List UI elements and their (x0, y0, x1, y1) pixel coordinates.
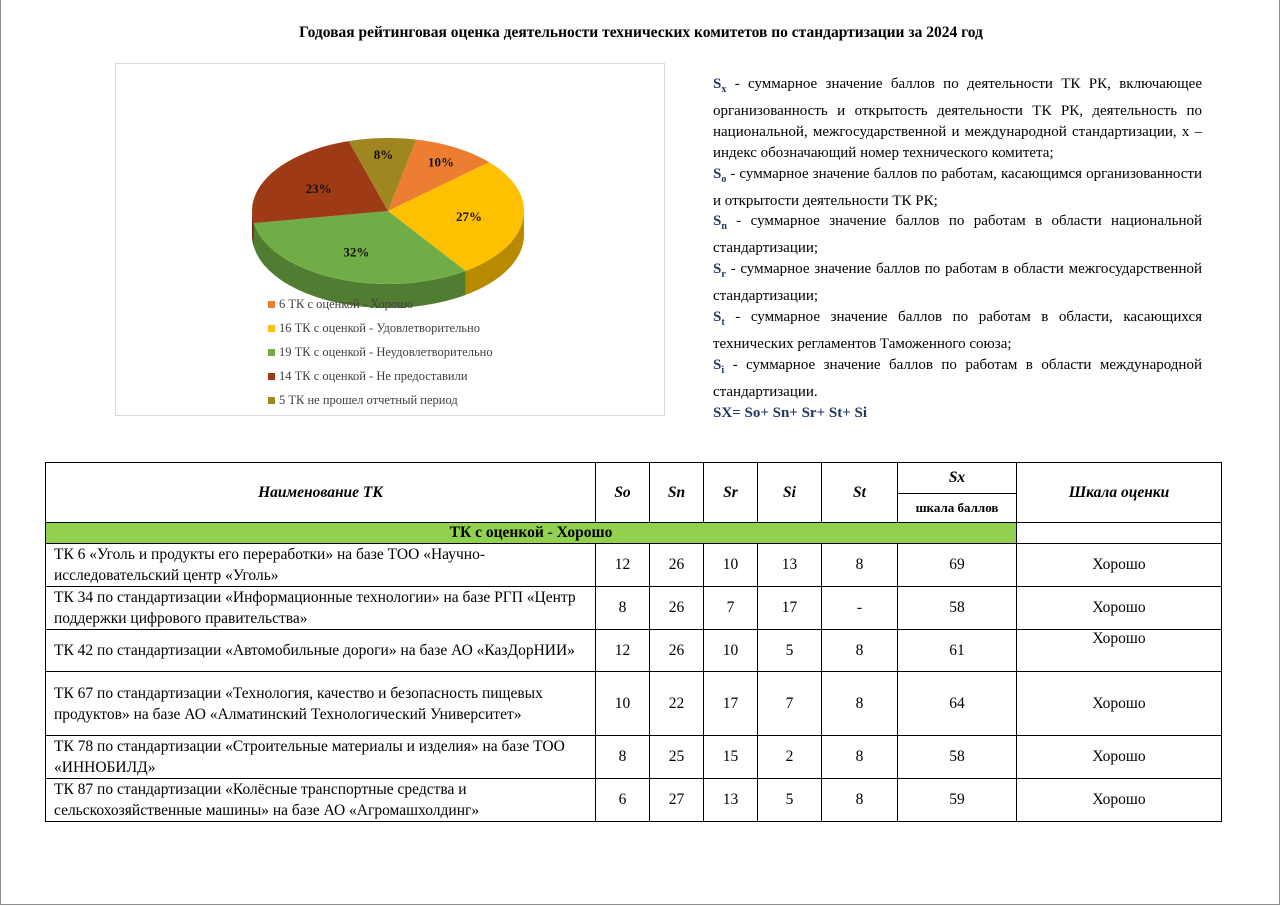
table-row (46, 630, 1222, 672)
pie-data-label: 10% (428, 154, 455, 170)
header-name: Наименование ТК (46, 463, 596, 523)
formula: SX= So+ Sn+ Sr+ St+ Si (713, 404, 868, 421)
header-scale: Шкала оценки (1017, 463, 1222, 523)
cell-name: ТК 34 по стандартизации «Информационные технологии» на базе РГП «Центр поддержки цифрового правительства» (46, 587, 596, 630)
legend-label: 16 ТК с оценкой - Удовлетворительно (279, 321, 480, 335)
header-so: So (596, 463, 650, 523)
cell-sn: 26 (650, 587, 704, 630)
cell-st: 8 (822, 736, 898, 779)
cell-sx: 58 (898, 736, 1017, 779)
cell-sx: 69 (898, 544, 1017, 587)
cell-si: 5 (758, 630, 822, 672)
table-row (46, 779, 1222, 822)
header-st: St (822, 463, 898, 523)
cell-st: 8 (822, 544, 898, 587)
cell-st: - (822, 587, 898, 630)
legend-label: 19 ТК с оценкой - Неудовлетворительно (279, 345, 493, 359)
chart-legend (268, 292, 493, 412)
cell-sn: 26 (650, 544, 704, 587)
definition-item (713, 74, 1202, 164)
table-row (46, 587, 1222, 630)
cell-sx: 59 (898, 779, 1017, 822)
cell-si: 13 (758, 544, 822, 587)
pie-data-label: 8% (373, 147, 394, 163)
cell-name: ТК 78 по стандартизации «Строительные материалы и изделия» на базе ТОО «ИННОБИЛД» (46, 736, 596, 779)
cell-so: 6 (596, 779, 650, 822)
cell-si: 7 (758, 672, 822, 736)
definition-text: - суммарное значение баллов по деятельности ТК РК, включающее организованность и открытость деятельности ТК РК, деятельность по национальной, межгосударственной и международной стандартизации, x – индекс обозначающий номер технического комитета; (713, 76, 1202, 161)
cell-so: 12 (596, 544, 650, 587)
definition-text: - суммарное значение баллов по работам, касающимся организованности и открытости деятельности ТК РК; (713, 165, 1202, 209)
legend-label: 14 ТК с оценкой - Не предоставили (279, 369, 468, 383)
definition-symbol: $S_r$ (713, 261, 726, 281)
cell-sr: 7 (704, 587, 758, 630)
cell-name: ТК 87 по стандартизации «Колёсные транспортные средства и сельскохозяйственные машины» на базе АО «Агромашхолдинг» (46, 779, 596, 822)
pie-data-label: 32% (343, 244, 370, 260)
cell-si: 17 (758, 587, 822, 630)
legend-label: 5 ТК не прошел отчетный период (279, 393, 458, 407)
definition-text: - суммарное значение баллов по работам в области международной стандартизации. (713, 356, 1202, 400)
cell-sr: 15 (704, 736, 758, 779)
cell-st: 8 (822, 630, 898, 672)
cell-si: 2 (758, 736, 822, 779)
cell-st: 8 (822, 779, 898, 822)
pie-data-label: 27% (456, 209, 483, 225)
table-row (46, 736, 1222, 779)
table-row (46, 544, 1222, 587)
rating-table (45, 462, 1222, 822)
cell-sn: 27 (650, 779, 704, 822)
cell-scale: Хорошо (1017, 779, 1222, 822)
cell-scale: Хорошо (1017, 587, 1222, 630)
cell-sn: 25 (650, 736, 704, 779)
definition-symbol: $S_o$ (713, 165, 727, 185)
cell-sr: 17 (704, 672, 758, 736)
definitions-block (713, 74, 1202, 424)
definition-symbol: $S_t$ (713, 309, 725, 329)
pie-chart (115, 63, 665, 416)
header-sx: Sx (898, 463, 1017, 494)
cell-so: 8 (596, 736, 650, 779)
legend-item (268, 316, 493, 340)
cell-scale: Хорошо (1017, 630, 1222, 672)
cell-scale: Хорошо (1017, 736, 1222, 779)
legend-swatch (268, 325, 275, 332)
legend-swatch (268, 373, 275, 380)
definition-text: - суммарное значение баллов по работам в области национальной стандартизации; (713, 213, 1202, 257)
group-empty-cell (1017, 523, 1222, 544)
table-row (46, 672, 1222, 736)
group-label: ТК с оценкой - Хорошо (46, 523, 1017, 544)
cell-sx: 64 (898, 672, 1017, 736)
definition-item (713, 307, 1202, 355)
header-sn: Sn (650, 463, 704, 523)
cell-name: ТК 6 «Уголь и продукты его переработки» на базе ТОО «Научно-исследовательский центр «Уголь» (46, 544, 596, 587)
definition-item (713, 164, 1202, 212)
legend-swatch (268, 301, 275, 308)
legend-item (268, 292, 493, 316)
pie-data-label: 23% (305, 180, 332, 196)
cell-sn: 22 (650, 672, 704, 736)
cell-sx: 58 (898, 587, 1017, 630)
legend-swatch (268, 397, 275, 404)
header-sr: Sr (704, 463, 758, 523)
page-title: Годовая рейтинговая оценка деятельности технических комитетов по стандартизации за 2024 год (299, 24, 983, 41)
cell-sr: 10 (704, 630, 758, 672)
cell-sn: 26 (650, 630, 704, 672)
definition-symbol: $S_i$ (713, 356, 725, 376)
group-row (46, 523, 1222, 544)
legend-item (268, 388, 493, 412)
definition-text: - суммарное значение баллов по работам в области межгосударственной стандартизации; (713, 261, 1202, 305)
cell-si: 5 (758, 779, 822, 822)
cell-sx: 61 (898, 630, 1017, 672)
cell-st: 8 (822, 672, 898, 736)
cell-name: ТК 42 по стандартизации «Автомобильные дороги» на базе АО «КазДорНИИ» (46, 630, 596, 672)
cell-name: ТК 67 по стандартизации «Технология, качество и безопасность пищевых продуктов» на базе АО «Алматинский Технологический Университет» (46, 672, 596, 736)
definition-symbol: $S_x$ (713, 76, 727, 95)
definition-item (713, 259, 1202, 307)
header-sx-sub: шкала баллов (898, 494, 1017, 523)
cell-sr: 13 (704, 779, 758, 822)
cell-so: 8 (596, 587, 650, 630)
cell-scale: Хорошо (1017, 544, 1222, 587)
definition-item (713, 355, 1202, 403)
cell-scale: Хорошо (1017, 672, 1222, 736)
cell-sr: 10 (704, 544, 758, 587)
definition-text: - суммарное значение баллов по работам в области, касающихся технических регламентов Таможенного союза; (713, 309, 1202, 352)
definition-symbol: $S_n$ (713, 213, 727, 233)
cell-so: 12 (596, 630, 650, 672)
legend-swatch (268, 349, 275, 356)
cell-so: 10 (596, 672, 650, 736)
legend-label: 6 ТК с оценкой - Хорошо (279, 297, 413, 311)
legend-item (268, 364, 493, 388)
legend-item (268, 340, 493, 364)
definition-item (713, 211, 1202, 259)
header-si: Si (758, 463, 822, 523)
